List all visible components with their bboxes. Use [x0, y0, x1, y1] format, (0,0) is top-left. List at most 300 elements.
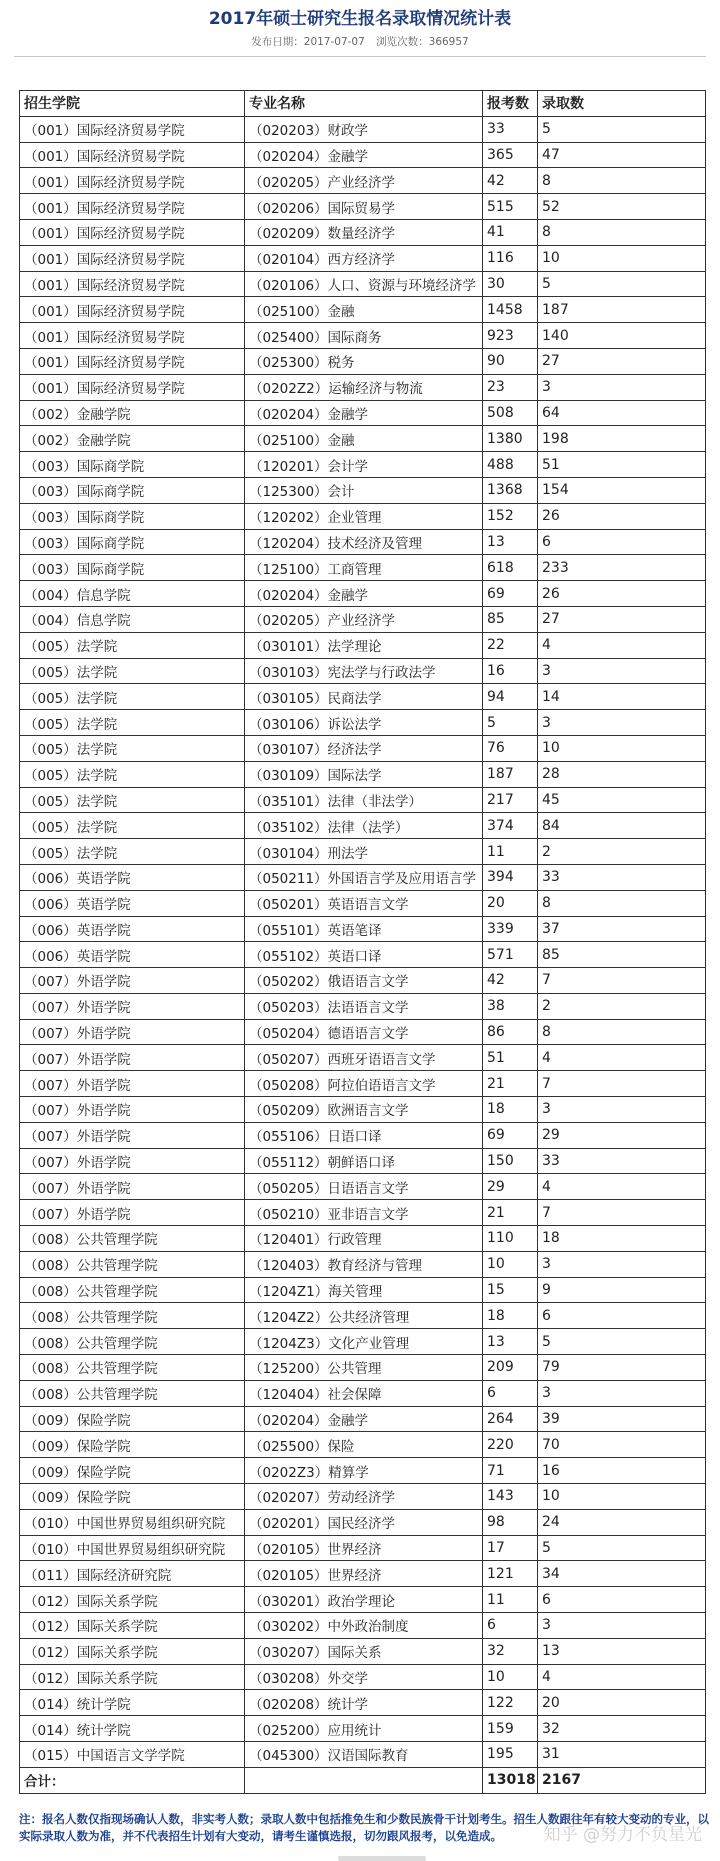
table-row — [20, 1716, 706, 1742]
college-cell: （012）国际关系学院 — [20, 1587, 245, 1613]
major-cell: （020205）产业经济学 — [245, 606, 483, 632]
applicants-cell: 22 — [483, 632, 538, 658]
table-row — [20, 1690, 706, 1716]
college-cell: （003）国际商学院 — [20, 555, 245, 581]
college-cell: （006）英语学院 — [20, 864, 245, 890]
admitted-cell: 13 — [538, 1638, 706, 1664]
table-row — [20, 787, 706, 813]
table-row — [20, 1638, 706, 1664]
applicants-cell: 5 — [483, 710, 538, 736]
admitted-cell: 14 — [538, 684, 706, 710]
admitted-cell: 4 — [538, 1174, 706, 1200]
major-cell: （030109）国际法学 — [245, 761, 483, 787]
applicants-cell: 150 — [483, 1148, 538, 1174]
applicants-cell: 98 — [483, 1509, 538, 1535]
major-cell: （120403）教育经济与管理 — [245, 1251, 483, 1277]
admitted-cell: 52 — [538, 194, 706, 220]
major-cell: （055101）英语笔译 — [245, 916, 483, 942]
table-row — [20, 348, 706, 374]
college-cell: （006）英语学院 — [20, 890, 245, 916]
admitted-cell: 84 — [538, 813, 706, 839]
table-row — [20, 735, 706, 761]
college-cell: （001）国际经济贸易学院 — [20, 142, 245, 168]
college-cell: （012）国际关系学院 — [20, 1613, 245, 1639]
table-row — [20, 916, 706, 942]
table-row — [20, 993, 706, 1019]
table-row — [20, 1200, 706, 1226]
college-cell: （001）国际经济贸易学院 — [20, 245, 245, 271]
major-cell: （120201）会计学 — [245, 452, 483, 478]
admitted-cell: 4 — [538, 1664, 706, 1690]
college-cell: （003）国际商学院 — [20, 529, 245, 555]
major-cell: （1204Z3）文化产业管理 — [245, 1329, 483, 1355]
admitted-cell: 233 — [538, 555, 706, 581]
applicants-cell: 1368 — [483, 477, 538, 503]
table-row — [20, 477, 706, 503]
college-cell: （005）法学院 — [20, 710, 245, 736]
admitted-cell: 3 — [538, 1380, 706, 1406]
major-cell: （025300）税务 — [245, 348, 483, 374]
table-row — [20, 1432, 706, 1458]
admitted-cell: 6 — [538, 529, 706, 555]
applicants-cell: 10 — [483, 1251, 538, 1277]
column-header-admitted: 录取数 — [538, 91, 706, 117]
admitted-cell: 198 — [538, 426, 706, 452]
applicants-cell: 11 — [483, 839, 538, 865]
major-cell: （050205）日语语言文学 — [245, 1174, 483, 1200]
major-cell: （1204Z1）海关管理 — [245, 1277, 483, 1303]
admitted-cell: 3 — [538, 658, 706, 684]
table-row — [20, 452, 706, 478]
major-cell: （020204）金融学 — [245, 400, 483, 426]
table-row — [20, 1097, 706, 1123]
column-header-major: 专业名称 — [245, 91, 483, 117]
major-cell: （1204Z2）公共经济管理 — [245, 1303, 483, 1329]
table-row — [20, 529, 706, 555]
scroll-indicator — [338, 1856, 426, 1861]
table-row — [20, 684, 706, 710]
table-row — [20, 374, 706, 400]
applicants-cell: 618 — [483, 555, 538, 581]
college-cell: （002）金融学院 — [20, 426, 245, 452]
admitted-cell: 6 — [538, 1303, 706, 1329]
admitted-cell: 3 — [538, 1097, 706, 1123]
watermark: 知乎 @努力不负星光 — [543, 1825, 702, 1845]
major-cell: （055112）朝鲜语口译 — [245, 1148, 483, 1174]
applicants-cell: 571 — [483, 942, 538, 968]
major-cell: （050209）欧洲语言文学 — [245, 1097, 483, 1123]
admitted-cell: 18 — [538, 1226, 706, 1252]
major-cell: （055106）日语口译 — [245, 1122, 483, 1148]
applicants-cell: 152 — [483, 503, 538, 529]
applicants-cell: 21 — [483, 1071, 538, 1097]
table-row — [20, 1174, 706, 1200]
table-row — [20, 297, 706, 323]
college-cell: （008）公共管理学院 — [20, 1251, 245, 1277]
admitted-cell: 8 — [538, 890, 706, 916]
table-row — [20, 400, 706, 426]
table-row — [20, 606, 706, 632]
major-cell: （050204）德语语言文学 — [245, 1019, 483, 1045]
applicants-cell: 42 — [483, 968, 538, 994]
admitted-cell: 24 — [538, 1509, 706, 1535]
table-row — [20, 813, 706, 839]
admitted-cell: 26 — [538, 581, 706, 607]
admitted-cell: 6 — [538, 1587, 706, 1613]
admitted-cell: 20 — [538, 1690, 706, 1716]
admitted-cell: 37 — [538, 916, 706, 942]
admitted-cell: 27 — [538, 348, 706, 374]
college-cell: （005）法学院 — [20, 735, 245, 761]
applicants-cell: 116 — [483, 245, 538, 271]
applicants-cell: 209 — [483, 1355, 538, 1381]
applicants-cell: 30 — [483, 271, 538, 297]
table-row — [20, 968, 706, 994]
applicants-cell: 15 — [483, 1277, 538, 1303]
admitted-cell: 8 — [538, 1019, 706, 1045]
admitted-cell: 79 — [538, 1355, 706, 1381]
college-cell: （005）法学院 — [20, 658, 245, 684]
applicants-cell: 508 — [483, 400, 538, 426]
college-cell: （012）国际关系学院 — [20, 1638, 245, 1664]
major-cell: （030103）宪法学与行政法学 — [245, 658, 483, 684]
header-divider — [14, 56, 706, 57]
college-cell: （011）国际经济研究院 — [20, 1561, 245, 1587]
table-row — [20, 219, 706, 245]
applicants-cell: 42 — [483, 168, 538, 194]
major-cell: （030104）刑法学 — [245, 839, 483, 865]
applicants-cell: 69 — [483, 1122, 538, 1148]
admitted-cell: 3 — [538, 1251, 706, 1277]
applicants-cell: 1458 — [483, 297, 538, 323]
table-row — [20, 1019, 706, 1045]
applicants-cell: 339 — [483, 916, 538, 942]
college-cell: （007）外语学院 — [20, 968, 245, 994]
table-row — [20, 1509, 706, 1535]
major-cell: （035102）法律（法学） — [245, 813, 483, 839]
applicants-cell: 159 — [483, 1716, 538, 1742]
table-row — [20, 1587, 706, 1613]
applicants-cell: 394 — [483, 864, 538, 890]
admitted-cell: 5 — [538, 1329, 706, 1355]
admitted-cell: 4 — [538, 1045, 706, 1071]
applicants-cell: 515 — [483, 194, 538, 220]
major-cell: （020206）国际贸易学 — [245, 194, 483, 220]
admitted-cell: 7 — [538, 1071, 706, 1097]
college-cell: （001）国际经济贸易学院 — [20, 168, 245, 194]
table-row — [20, 710, 706, 736]
major-cell: （050203）法语语言文学 — [245, 993, 483, 1019]
applicants-cell: 6 — [483, 1380, 538, 1406]
applicants-cell: 923 — [483, 323, 538, 349]
applicants-cell: 16 — [483, 658, 538, 684]
admitted-cell: 39 — [538, 1406, 706, 1432]
college-cell: （007）外语学院 — [20, 1097, 245, 1123]
college-cell: （008）公共管理学院 — [20, 1380, 245, 1406]
major-cell: （030208）外交学 — [245, 1664, 483, 1690]
applicants-cell: 51 — [483, 1045, 538, 1071]
applicants-cell: 187 — [483, 761, 538, 787]
applicants-cell: 13 — [483, 1329, 538, 1355]
applicants-cell: 122 — [483, 1690, 538, 1716]
total-empty-cell — [245, 1767, 483, 1793]
admitted-cell: 7 — [538, 1200, 706, 1226]
college-cell: （001）国际经济贸易学院 — [20, 374, 245, 400]
college-cell: （007）外语学院 — [20, 993, 245, 1019]
admitted-cell: 5 — [538, 116, 706, 142]
applicants-cell: 18 — [483, 1303, 538, 1329]
college-cell: （004）信息学院 — [20, 606, 245, 632]
college-cell: （007）外语学院 — [20, 1071, 245, 1097]
major-cell: （050202）俄语语言文学 — [245, 968, 483, 994]
college-cell: （006）英语学院 — [20, 942, 245, 968]
admitted-cell: 10 — [538, 245, 706, 271]
college-cell: （001）国际经济贸易学院 — [20, 271, 245, 297]
college-cell: （007）外语学院 — [20, 1174, 245, 1200]
college-cell: （007）外语学院 — [20, 1148, 245, 1174]
major-cell: （125100）工商管理 — [245, 555, 483, 581]
table-row — [20, 1535, 706, 1561]
college-cell: （001）国际经济贸易学院 — [20, 194, 245, 220]
table-row — [20, 1303, 706, 1329]
major-cell: （120404）社会保障 — [245, 1380, 483, 1406]
major-cell: （030107）经济法学 — [245, 735, 483, 761]
college-cell: （003）国际商学院 — [20, 452, 245, 478]
major-cell: （050201）英语语言文学 — [245, 890, 483, 916]
college-cell: （001）国际经济贸易学院 — [20, 323, 245, 349]
college-cell: （003）国际商学院 — [20, 477, 245, 503]
major-cell: （0202Z2）运输经济与物流 — [245, 374, 483, 400]
college-cell: （007）外语学院 — [20, 1122, 245, 1148]
major-cell: （025100）金融 — [245, 426, 483, 452]
major-cell: （020208）统计学 — [245, 1690, 483, 1716]
applicants-cell: 71 — [483, 1458, 538, 1484]
applicants-cell: 18 — [483, 1097, 538, 1123]
major-cell: （030202）中外政治制度 — [245, 1613, 483, 1639]
major-cell: （020205）产业经济学 — [245, 168, 483, 194]
applicants-cell: 85 — [483, 606, 538, 632]
admitted-cell: 9 — [538, 1277, 706, 1303]
major-cell: （020203）财政学 — [245, 116, 483, 142]
college-cell: （008）公共管理学院 — [20, 1303, 245, 1329]
applicants-cell: 11 — [483, 1587, 538, 1613]
applicants-cell: 264 — [483, 1406, 538, 1432]
college-cell: （005）法学院 — [20, 761, 245, 787]
major-cell: （025100）金融 — [245, 297, 483, 323]
college-cell: （005）法学院 — [20, 813, 245, 839]
applicants-cell: 195 — [483, 1742, 538, 1768]
major-cell: （120204）技术经济及管理 — [245, 529, 483, 555]
table-row — [20, 142, 706, 168]
college-cell: （009）保险学院 — [20, 1484, 245, 1510]
major-cell: （020105）世界经济 — [245, 1535, 483, 1561]
total-row — [20, 1767, 706, 1793]
admitted-cell: 187 — [538, 297, 706, 323]
applicants-cell: 121 — [483, 1561, 538, 1587]
college-cell: （004）信息学院 — [20, 581, 245, 607]
admitted-cell: 16 — [538, 1458, 706, 1484]
applicants-cell: 41 — [483, 219, 538, 245]
table-row — [20, 245, 706, 271]
admitted-cell: 5 — [538, 271, 706, 297]
applicants-cell: 21 — [483, 1200, 538, 1226]
publish-meta — [0, 34, 720, 49]
table-row — [20, 116, 706, 142]
admitted-cell: 3 — [538, 1613, 706, 1639]
admitted-cell: 51 — [538, 452, 706, 478]
college-cell: （005）法学院 — [20, 684, 245, 710]
college-cell: （001）国际经济贸易学院 — [20, 297, 245, 323]
major-cell: （055102）英语口译 — [245, 942, 483, 968]
table-row — [20, 194, 706, 220]
applicants-cell: 90 — [483, 348, 538, 374]
table-row — [20, 1251, 706, 1277]
admitted-cell: 2 — [538, 839, 706, 865]
major-cell: （0202Z3）精算学 — [245, 1458, 483, 1484]
table-row — [20, 1406, 706, 1432]
college-cell: （015）中国语言文学学院 — [20, 1742, 245, 1768]
admitted-cell: 85 — [538, 942, 706, 968]
major-cell: （025200）应用统计 — [245, 1716, 483, 1742]
applicants-cell: 17 — [483, 1535, 538, 1561]
table-row — [20, 1226, 706, 1252]
admitted-cell: 70 — [538, 1432, 706, 1458]
table-row — [20, 1664, 706, 1690]
applicants-cell: 220 — [483, 1432, 538, 1458]
table-row — [20, 1071, 706, 1097]
applicants-cell: 94 — [483, 684, 538, 710]
college-cell: （005）法学院 — [20, 787, 245, 813]
college-cell: （008）公共管理学院 — [20, 1226, 245, 1252]
major-cell: （025400）国际商务 — [245, 323, 483, 349]
college-cell: （008）公共管理学院 — [20, 1329, 245, 1355]
applicants-cell: 110 — [483, 1226, 538, 1252]
major-cell: （025500）保险 — [245, 1432, 483, 1458]
applicants-cell: 86 — [483, 1019, 538, 1045]
applicants-cell: 365 — [483, 142, 538, 168]
college-cell: （009）保险学院 — [20, 1458, 245, 1484]
admitted-cell: 64 — [538, 400, 706, 426]
major-cell: （020204）金融学 — [245, 142, 483, 168]
admitted-cell: 10 — [538, 1484, 706, 1510]
table-row — [20, 632, 706, 658]
applicants-cell: 1380 — [483, 426, 538, 452]
admitted-cell: 45 — [538, 787, 706, 813]
admission-stats-table — [19, 90, 706, 1794]
college-cell: （010）中国世界贸易组织研究院 — [20, 1509, 245, 1535]
major-cell: （020209）数量经济学 — [245, 219, 483, 245]
table-row — [20, 1613, 706, 1639]
major-cell: （050211）外国语言学及应用语言学 — [245, 864, 483, 890]
major-cell: （120202）企业管理 — [245, 503, 483, 529]
applicants-cell: 38 — [483, 993, 538, 1019]
table-row — [20, 503, 706, 529]
college-cell: （014）统计学院 — [20, 1690, 245, 1716]
table-row — [20, 1277, 706, 1303]
admitted-cell: 5 — [538, 1535, 706, 1561]
table-row — [20, 271, 706, 297]
table-row — [20, 1380, 706, 1406]
applicants-cell: 217 — [483, 787, 538, 813]
applicants-cell: 69 — [483, 581, 538, 607]
applicants-cell: 143 — [483, 1484, 538, 1510]
total-applicants: 13018 — [483, 1767, 538, 1793]
college-cell: （009）保险学院 — [20, 1406, 245, 1432]
major-cell: （035101）法律（非法学） — [245, 787, 483, 813]
applicants-cell: 6 — [483, 1613, 538, 1639]
table-row — [20, 761, 706, 787]
table-row — [20, 1458, 706, 1484]
table-row — [20, 942, 706, 968]
table-row — [20, 581, 706, 607]
table-body — [20, 116, 706, 1767]
major-cell: （050208）阿拉伯语语言文学 — [245, 1071, 483, 1097]
admitted-cell: 26 — [538, 503, 706, 529]
college-cell: （009）保险学院 — [20, 1432, 245, 1458]
column-header-college: 招生学院 — [20, 91, 245, 117]
admitted-cell: 3 — [538, 374, 706, 400]
admitted-cell: 32 — [538, 1716, 706, 1742]
admitted-cell: 8 — [538, 168, 706, 194]
publish-date: 发布日期：2017-07-07 — [251, 36, 365, 48]
table-row — [20, 1561, 706, 1587]
footnote: 注：报名人数仅指现场确认人数，非实考人数；录取人数中包括推免生和少数民族骨干计划考生。招生人数跟往年有较大变动的专业，以实际录取人数为准，并不代表招生计划有大变动，请考生谨慎选报，切勿跟风报考，以免造成。 — [19, 1812, 709, 1843]
college-cell: （005）法学院 — [20, 632, 245, 658]
view-count: 浏览次数：366957 — [376, 36, 469, 48]
major-cell: （045300）汉语国际教育 — [245, 1742, 483, 1768]
admitted-cell: 29 — [538, 1122, 706, 1148]
column-header-applicants: 报考数 — [483, 91, 538, 117]
college-cell: （007）外语学院 — [20, 1019, 245, 1045]
major-cell: （020204）金融学 — [245, 581, 483, 607]
table-row — [20, 1742, 706, 1768]
major-cell: （020201）国民经济学 — [245, 1509, 483, 1535]
college-cell: （007）外语学院 — [20, 1045, 245, 1071]
major-cell: （030101）法学理论 — [245, 632, 483, 658]
total-label: 合计： — [20, 1767, 245, 1793]
admitted-cell: 2 — [538, 993, 706, 1019]
table-row — [20, 1122, 706, 1148]
college-cell: （012）国际关系学院 — [20, 1664, 245, 1690]
total-admitted: 2167 — [538, 1767, 706, 1793]
table-row — [20, 1484, 706, 1510]
table-row — [20, 658, 706, 684]
admitted-cell: 3 — [538, 710, 706, 736]
applicants-cell: 32 — [483, 1638, 538, 1664]
college-cell: （007）外语学院 — [20, 1200, 245, 1226]
admitted-cell: 7 — [538, 968, 706, 994]
admitted-cell: 34 — [538, 1561, 706, 1587]
major-cell: （020104）西方经济学 — [245, 245, 483, 271]
major-cell: （120401）行政管理 — [245, 1226, 483, 1252]
college-cell: （008）公共管理学院 — [20, 1355, 245, 1381]
table-row — [20, 555, 706, 581]
admitted-cell: 4 — [538, 632, 706, 658]
table-header-row — [20, 91, 706, 117]
table-row — [20, 1355, 706, 1381]
major-cell: （030105）民商法学 — [245, 684, 483, 710]
applicants-cell: 29 — [483, 1174, 538, 1200]
applicants-cell: 76 — [483, 735, 538, 761]
admitted-cell: 31 — [538, 1742, 706, 1768]
applicants-cell: 20 — [483, 890, 538, 916]
table-row — [20, 1148, 706, 1174]
admitted-cell: 33 — [538, 864, 706, 890]
admitted-cell: 10 — [538, 735, 706, 761]
table-row — [20, 426, 706, 452]
table-row — [20, 1329, 706, 1355]
admitted-cell: 8 — [538, 219, 706, 245]
